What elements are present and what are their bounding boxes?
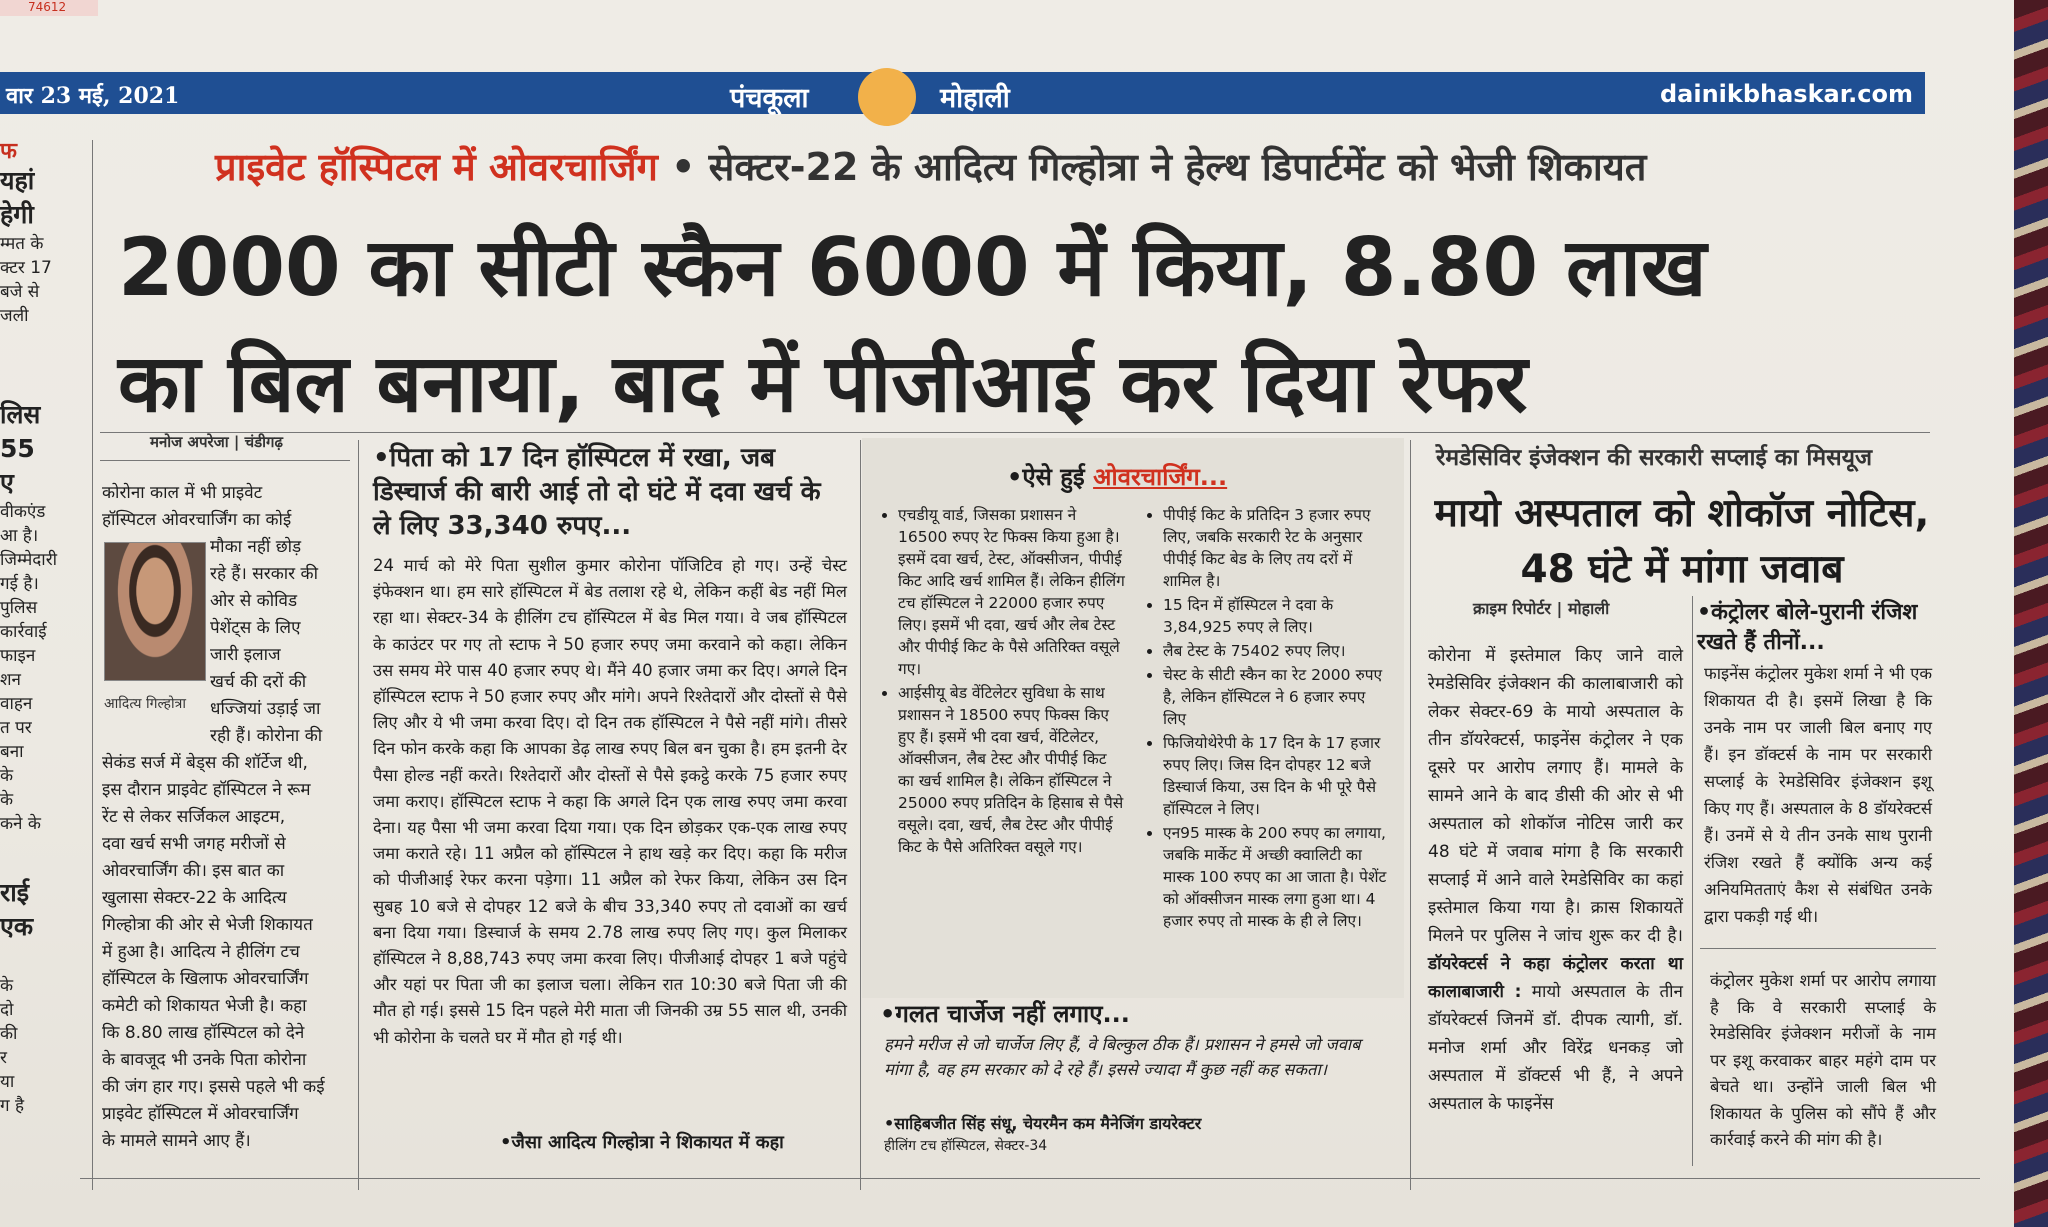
second-story-byline: क्राइम रिपोर्टर | मोहाली bbox=[1473, 599, 1610, 618]
clipped-text-line: ग है bbox=[0, 1096, 25, 1116]
intro-text-line: रहे हैं। सरकार की bbox=[210, 564, 318, 584]
issue-date: वार 23 मई, 2021 bbox=[6, 83, 180, 109]
testimony-attribution: •जैसा आदित्य गिल्होत्रा ने शिकायत में कहा bbox=[500, 1132, 784, 1153]
kicker-black: • सेक्टर-22 के आदित्य गिल्होत्रा ने हेल्थ डिपार्टमेंट को भेजी शिकायत bbox=[657, 145, 1647, 189]
overcharge-heading-black: •ऐसे हुई bbox=[1007, 463, 1094, 491]
intro-text-line: इस दौरान प्राइवेट हॉस्पिटल ने रूम bbox=[102, 780, 311, 800]
clipped-text-line: जिम्मेदारी bbox=[0, 550, 58, 570]
testimony-column bbox=[373, 441, 847, 1051]
hospital-response-heading: •गलत चार्जेज नहीं लगाए... bbox=[880, 1000, 1130, 1028]
clipped-text-line: दो bbox=[0, 1000, 14, 1020]
quote-organization: हीलिंग टच हॉस्पिटल, सेक्टर-34 bbox=[884, 1138, 1048, 1154]
second-story-kicker: रेमडेसिविर इंजेक्शन की सरकारी सप्लाई का मिसयूज bbox=[1436, 445, 1873, 471]
intro-text-line: के बावजूद भी उनके पिता कोरोना bbox=[102, 1050, 307, 1070]
overcharge-item: • फिजियोथेरेपी के 17 दिन के 17 हजार रुपए लिए। जिस दिन दोपहर 12 बजे डिस्चार्ज किया, उस दिन के भी पूरे पैसे हॉस्पिटल ने लिए। bbox=[1163, 732, 1393, 820]
byline-rule bbox=[100, 460, 350, 461]
clipped-text-line: एक bbox=[0, 912, 34, 941]
clipped-text-line: म्मत के bbox=[0, 234, 44, 254]
clipped-text-line: की bbox=[0, 1024, 18, 1044]
intro-text-line: रही हैं। कोरोना की bbox=[210, 726, 323, 746]
second-story-text: कोरोना में इस्तेमाल किए जाने वाले रेमडेसिविर इंजेक्शन की कालाबाजारी को लेकर सेक्टर-69 के मायो अस्पताल के तीन डॉयरेक्टर्स, फाइनेंस कंट्रोलर ने एक दूसरे पर आरोप लगाए हैं। मामले के सामने आने के बाद डीसी की ओर से भी अस्पताल को शोकॉज नोटिस जारी कर 48 घंटे में जवाब मांगा है कि सरकारी सप्लाई में आने वाले रेमडेसिविर का कहां इस्तेमाल किया गया है। क्रास शिकायतें मिलने पर पुलिस ने जांच शुरू कर दी है। bbox=[1428, 646, 1683, 946]
clipped-text-line: या bbox=[0, 1072, 15, 1092]
clipped-text-line: के bbox=[0, 790, 14, 810]
clipped-text-line: र bbox=[0, 1048, 7, 1068]
overcharge-heading-red: ओवरचार्जिंग... bbox=[1093, 463, 1228, 491]
intro-text-line: खुलासा सेक्टर-22 के आदित्य bbox=[102, 888, 287, 908]
overcharge-item: • पीपीई किट के प्रतिदिन 3 हजार रुपए लिए, जबकि सरकारी रेट के अनुसार पीपीई किट बेड के लिए तय दरों में शामिल है। bbox=[1163, 504, 1393, 592]
headline-rule bbox=[100, 432, 1930, 433]
second-story-text-tail: मायो अस्पताल के तीन डॉयरेक्टर्स जिनमें डॉ. दीपक त्यागी, डॉ. मनोज शर्मा और विरेंद्र धनकड़ जो अस्पताल में डॉक्टर्स भी हैं, ने अपने अस्पताल के फाइनेंस bbox=[1428, 982, 1683, 1114]
intro-text-line: सेकंड सर्ज में बेड्स की शॉर्टेज थी, bbox=[102, 753, 308, 773]
intro-text-line: कोरोना काल में भी प्राइवेट bbox=[102, 483, 263, 503]
clipped-text-line: जली bbox=[0, 306, 29, 326]
clipped-text-line: पुलिस bbox=[0, 598, 38, 618]
overcharge-item: • एन95 मास्क के 200 रुपए का लगाया, जबकि मार्केट में अच्छी क्वालिटी का मास्क 100 रुपए का आ जाता है। पेशेंट को ऑक्सीजन मास्क लगा हुआ था। 4 हजार रुपए तो मास्क के ही ले लिए। bbox=[1163, 822, 1393, 932]
controller-subhead: •कंट्रोलर बोले-पुरानी रंजिश रखते हैं तीनों... bbox=[1697, 600, 1918, 655]
column-divider bbox=[1692, 596, 1693, 1166]
headline-line-2: का बिल बनाया, बाद में पीजीआई कर दिया रेफर bbox=[118, 337, 1528, 430]
main-headline bbox=[118, 210, 1938, 442]
intro-text-line: के मामले सामने आए हैं। bbox=[102, 1131, 251, 1151]
overcharge-list-left bbox=[880, 504, 1125, 860]
overcharge-item: • आईसीयू बेड वेंटिलेटर सुविधा के साथ प्रशासन ने 18500 रुपए फिक्स किए हुए हैं। इसमें भी दवा खर्च, वेंटिलेटर, ऑक्सीजन, लैब टेस्ट और पीपीई किट का खर्च शामिल है। लेकिन हॉस्पिटल ने 25000 रुपए प्रतिदिन के हिसाब से पैसे वसूले। दवा, खर्च, लैब टेस्ट और पीपीई किट के पैसे अतिरिक्त वसूले गए। bbox=[898, 682, 1125, 858]
clipped-left-column bbox=[0, 140, 88, 1180]
clipped-text-line: के bbox=[0, 766, 14, 786]
overcharge-heading bbox=[1007, 460, 1227, 493]
date-bar bbox=[0, 72, 1925, 114]
photo-caption: आदित्य गिल्होत्रा bbox=[104, 696, 186, 712]
intro-text-line: कमेटी को शिकायत भेजी है। कहा bbox=[102, 996, 307, 1016]
clipped-text-line: बना bbox=[0, 742, 24, 762]
clipped-text-line: फ bbox=[0, 140, 17, 164]
byline: मनोज अपरेजा | चंडीगढ़ bbox=[150, 433, 283, 451]
clipped-text-line: बजे से bbox=[0, 282, 40, 302]
intro-text-line: की जंग हार गए। इससे पहले भी कई bbox=[102, 1077, 325, 1097]
column-divider bbox=[358, 440, 359, 1190]
clipped-text-line: राई bbox=[0, 878, 29, 907]
intro-text-line: में हुआ है। आदित्य ने हीलिंग टच bbox=[102, 942, 300, 962]
intro-text-line: धज्जियां उड़ाई जा bbox=[210, 699, 321, 719]
clipped-text-line: ए bbox=[0, 468, 14, 497]
intro-text-line: जारी इलाज bbox=[210, 645, 281, 665]
controller-statement: फाइनेंस कंट्रोलर मुकेश शर्मा ने भी एक शिकायत दी है। इसमें लिखा है कि उनके नाम पर जाली बिल बनाए गए हैं। इन डॉक्टर्स के नाम पर सरकारी सप्लाई के रेमडेसिविर इंजेक्शन इशू किए गए हैं। अस्पताल के 8 डॉयरेक्टर्स हैं। उनमें से ये तीन उनके साथ पुरानी रंजिश रखते हैं क्योंकि अन्य कई अनियमितताएं कैश से संबंधित उनके द्वारा पकड़ी गई थी। bbox=[1704, 664, 1932, 926]
clipped-text-line: शन bbox=[0, 670, 21, 690]
story-kicker bbox=[215, 140, 1646, 192]
clipped-text-line: लिस bbox=[0, 400, 41, 429]
section-rule bbox=[1700, 948, 1936, 949]
column-divider bbox=[92, 140, 93, 1190]
clipped-text-line: के bbox=[0, 976, 14, 996]
second-story-body bbox=[1428, 642, 1683, 1118]
kicker-red: प्राइवेट हॉस्पिटल में ओवरचार्जिंग bbox=[215, 145, 658, 189]
intro-text-line: प्राइवेट हॉस्पिटल में ओवरचार्जिंग bbox=[102, 1104, 299, 1124]
intro-column bbox=[102, 480, 352, 1155]
intro-text-line: ओवरचार्जिंग की। इस बात का bbox=[102, 861, 285, 881]
intro-text-line: खर्च की दरों की bbox=[210, 672, 307, 692]
column-divider bbox=[1410, 440, 1411, 1190]
testimony-headline: •पिता को 17 दिन हॉस्पिटल में रखा, जब डिस्चार्ज की बारी आई तो दो घंटे में दवा खर्च के ले लिए 33,340 रुपए... bbox=[373, 443, 821, 541]
clipped-text-line: गई है। bbox=[0, 574, 39, 594]
clipped-text-line: त पर bbox=[0, 718, 32, 738]
intro-text-line: गिल्होत्रा की ओर से भेजी शिकायत bbox=[102, 915, 313, 935]
clipped-text-line: वाहन bbox=[0, 694, 33, 714]
headline-line-1: 2000 का सीटी स्कैन 6000 में किया, 8.80 लाख bbox=[118, 221, 1707, 314]
clipped-text-line: 55 bbox=[0, 434, 35, 463]
intro-text-line: रेंट से लेकर सर्जिकल आइटम, bbox=[102, 807, 286, 827]
clipped-text-line: हेगी bbox=[0, 200, 34, 229]
intro-text-line: दवा खर्च सभी जगह मरीजों से bbox=[102, 834, 286, 854]
clipped-text-line: यहां bbox=[0, 166, 35, 195]
clipped-text-line: क्टर 17 bbox=[0, 258, 52, 278]
clipped-text-line: वीकएंड bbox=[0, 502, 46, 522]
edition-city-right: मोहाली bbox=[940, 83, 1010, 114]
allegation-paragraph: कंट्रोलर मुकेश शर्मा पर आरोप लगाया है कि वे सरकारी सप्लाई के रेमडेसिविर इंजेक्शन मरीजों के नाम पर इशू करवाकर बाहर महंगे दाम पर बेचते था। उन्होंने जाली बिल भी शिकायत के पुलिस को सौंपे हैं और कार्रवाई करने की मांग की है। bbox=[1710, 971, 1936, 1149]
clipped-text-line: आ है। bbox=[0, 526, 39, 546]
intro-text-line: मौका नहीं छोड़ bbox=[210, 537, 302, 557]
quote-signature: •साहिबजीत सिंह संधू, चेयरमैन कम मैनेजिंग डायरेक्टर bbox=[884, 1114, 1202, 1133]
intro-text-line: पेशेंट्स के लिए bbox=[210, 618, 301, 638]
overcharge-list-right bbox=[1145, 504, 1393, 934]
intro-text-line: कि 8.80 लाख हॉस्पिटल को देने bbox=[102, 1023, 305, 1043]
overcharge-item: • लैब टेस्ट के 75402 रुपए लिए। bbox=[1163, 640, 1393, 662]
website-link[interactable]: dainikbhaskar.com bbox=[1659, 80, 1913, 108]
column-divider bbox=[860, 440, 861, 1190]
sun-icon bbox=[858, 68, 916, 126]
edition-city-left: पंचकूला bbox=[730, 83, 809, 114]
second-story-headline: मायो अस्पताल को शोकॉज नोटिस, 48 घंटे में मांगा जवाब bbox=[1434, 491, 1930, 592]
background-carpet bbox=[2014, 0, 2048, 1227]
clipped-text-line: फाइन bbox=[0, 646, 36, 666]
overcharge-item: • एचडीयू वार्ड, जिसका प्रशासन ने 16500 रुपए रेट फिक्स किया हुआ है। इसमें दवा खर्च, टेस्ट, ऑक्सीजन, पीपीई किट आदि खर्च शामिल हैं। लेकिन हीलिंग टच हॉस्पिटल ने 22000 हजार रुपए लिए। इसमें भी दवा, खर्च और लेब टेस्ट और पीपीई किट के पैसे अतिरिक्त वसूले गए। bbox=[898, 504, 1125, 680]
hospital-quote: हमने मरीज से जो चार्जेज लिए हैं, वे बिल्कुल ठीक हैं। प्रशासन ने हमसे जो जवाब मांगा है, वह हम सरकार को दे रहे हैं। इससे ज्यादा मैं कुछ नहीं कह सकता। bbox=[884, 1035, 1361, 1079]
overcharge-item: • 15 दिन में हॉस्पिटल ने दवा के 3,84,925 रुपए ले लिए। bbox=[1163, 594, 1393, 638]
overcharge-item: • चेस्ट के सीटी स्कैन का रेट 2000 रुपए है, लेकिन हॉस्पिटल ने 6 हजार रुपए लिए bbox=[1163, 664, 1393, 730]
testimony-body: 24 मार्च को मेरे पिता सुशील कुमार कोरोना पॉजिटिव हो गए। उन्हें चेस्ट इंफेक्शन था। हम सारे हॉस्पिटल में बेड तलाश रहे थे, लेकिन कहीं बेड नहीं मिल रहा था। सेक्टर-34 के हीलिंग टच हॉस्पिटल में बेड मिल गया। वे जब हॉस्पिटल के काउंटर पर गए तो स्टाफ ने 50 हजार रुपए जमा करवाने को कहा। लेकिन उस समय मेरे पास 40 हजार रुपए थे। मैंने 40 हजार जमा कर दिए। अगले दिन हॉस्पिटल स्टाफ ने 50 हजार रुपए और मांगे। अपने रिश्तेदारों और दोस्तों से पैसे लिए और ये भी जमा करवा दिए। दो दिन तक हॉस्पिटल ने पैसे नहीं मांगे। तीसरे दिन फोन करके कहा कि आपका डेढ़ लाख रुपए बिल बन चुका है। हम इतनी देर पैसा होल्ड नहीं करते। रिश्तेदारों और दोस्तों से पैसे इकट्ठे करके 75 हजार रुपए जमा कराए। हॉस्पिटल स्टाफ ने कहा कि अगले दिन एक लाख रुपए जमा करवा देना। यह पैसा भी जमा करवा दिया गया। एक दिन छोड़कर एक-एक लाख रुपए जमा कराते रहे। 11 अप्रैल को हॉस्पिटल ने हाथ खड़े कर दिए। कहा कि मरीज को पीजीआई रेफर करना पड़ेगा। 11 अप्रैल को रेफर किया, लेकिन उस दिन सुबह 10 बजे से दोपहर 12 बजे के बीच 33,340 रुपए तो दवाओं का खर्च बना दिया गया। डिस्चार्ज के समय 2.78 लाख रुपए लिए गए। कुल मिलाकर हॉस्पिटल ने 8,88,743 रुपए जमा करवा लिए। पीजीआई दोपहर 1 बजे पहुंचे और यहां पर पिता जी का इलाज चला। लेकिन रात 10:30 बजे पिता जी की मौत हो गई। इससे 15 दिन पहले मेरी माता जी जिनकी उम्र 55 साल थी, उनकी भी कोरोना के चलते घर में मौत हो गई थी। bbox=[373, 556, 847, 1047]
clipped-text-line: कार्रवाई bbox=[0, 622, 47, 642]
intro-text-line: हॉस्पिटल के खिलाफ ओवरचार्जिंग bbox=[102, 969, 309, 989]
intro-text-line: ओर से कोविड bbox=[210, 591, 298, 611]
second-story-subhead-inline: डॉयरेक्टर्स ने कहा कंट्रोलर करता था कालाबाजारी : bbox=[1428, 954, 1683, 1002]
masthead-fragment bbox=[260, 0, 1660, 40]
clipped-text-line: कने के bbox=[0, 814, 41, 834]
intro-text-line: हॉस्पिटल ओवरचार्जिंग का कोई bbox=[102, 510, 292, 530]
bottom-rule bbox=[80, 1178, 1980, 1179]
corner-tag: 74612 bbox=[0, 0, 98, 16]
